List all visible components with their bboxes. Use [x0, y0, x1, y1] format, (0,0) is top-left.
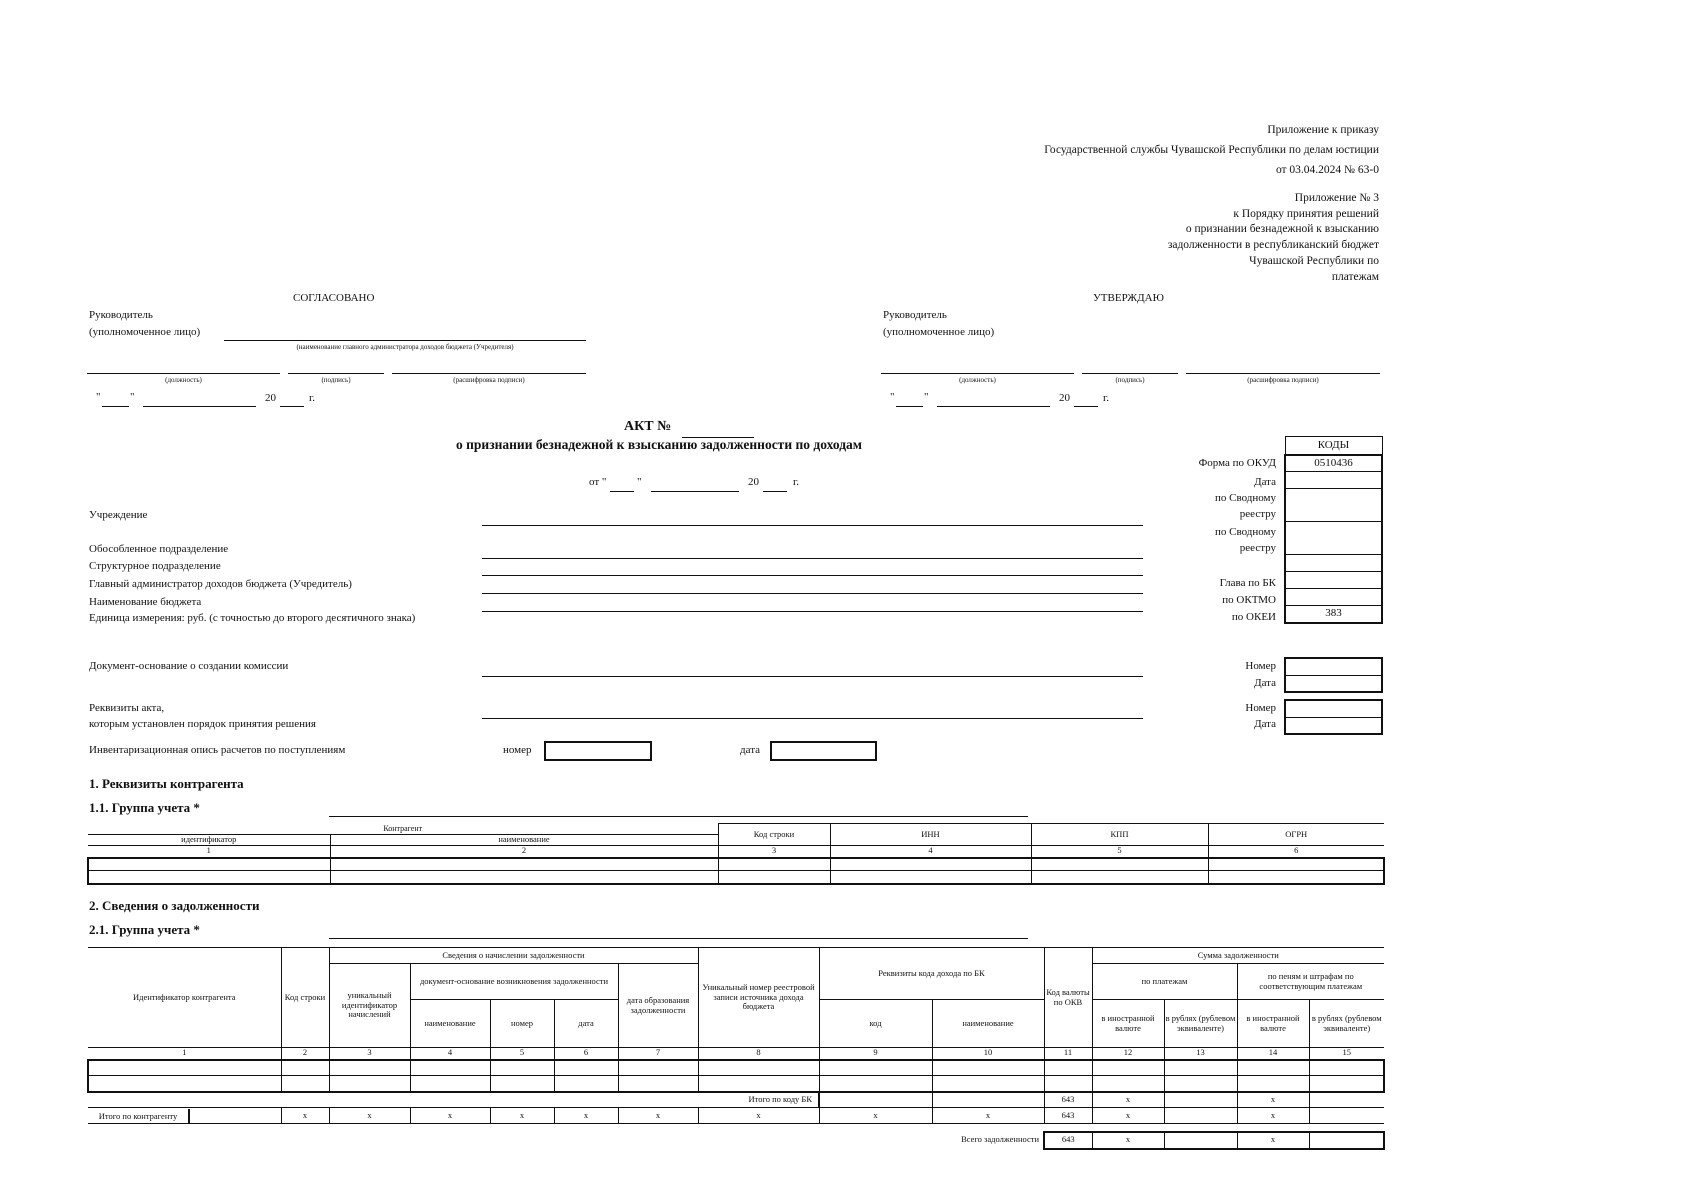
col-number: 8 [698, 1048, 819, 1060]
contractor-table [87, 823, 1385, 885]
oktmo-label: по ОКТМО [1222, 594, 1276, 606]
budget-name-label: Наименование бюджета [89, 596, 202, 608]
cell[interactable] [1164, 1092, 1237, 1108]
total-contractor-cell [88, 1108, 281, 1124]
total-all-row [88, 1132, 1384, 1149]
penalties-header: по пеням и штрафам по соответствующим платежам [1237, 964, 1384, 1000]
cell[interactable] [1044, 1060, 1092, 1076]
year-line[interactable] [763, 491, 787, 492]
day-line[interactable] [610, 491, 634, 492]
act-number-code[interactable] [1285, 700, 1382, 717]
doc-number-header: номер [490, 1000, 554, 1048]
line-code-header: Код строки [718, 824, 830, 846]
year-suffix: г. [1103, 392, 1110, 404]
code-header: Код строки [281, 948, 329, 1048]
glava-code[interactable] [1285, 572, 1382, 589]
cell[interactable] [410, 1076, 490, 1092]
cell[interactable] [1092, 1076, 1164, 1092]
inventory-label: Инвентаризационная опись расчетов по поступлениям [89, 744, 346, 756]
col-number: 9 [819, 1048, 932, 1060]
ident-header: Идентификатор контрагента [88, 948, 281, 1048]
svod-code[interactable] [1285, 489, 1382, 522]
cell[interactable] [410, 1060, 490, 1076]
svod-label: по Сводному [1214, 526, 1276, 538]
day-line[interactable] [896, 406, 923, 407]
formed-header: дата образования задолженности [618, 964, 698, 1048]
cell[interactable] [1044, 1076, 1092, 1092]
cell[interactable] [1164, 1132, 1237, 1149]
x-cell: x [1092, 1092, 1164, 1108]
doc-basis-label: Документ-основание о создании комиссии [89, 660, 289, 672]
section2-title: 2. Сведения о задолженности [89, 898, 260, 913]
col-number: 7 [618, 1048, 698, 1060]
cell[interactable] [1164, 1076, 1237, 1092]
x-cell: x [618, 1108, 698, 1124]
spacer-code[interactable] [1285, 555, 1382, 572]
payments-header: по платежам [1092, 964, 1237, 1000]
signature-caption: (подпись) [1115, 376, 1145, 384]
year-prefix: 20 [748, 476, 759, 488]
authorized-label: (уполномоченное лицо) [89, 326, 201, 338]
rub-header: в рублях (рублевом эквиваленте) [1309, 1000, 1384, 1048]
approve-title: УТВЕРЖДАЮ [1093, 292, 1164, 304]
appendix-line: задолженности в республиканский бюджет [1167, 239, 1379, 252]
act-requisites-label: Реквизиты акта, [89, 702, 165, 714]
cell[interactable] [88, 1060, 281, 1076]
institution-line[interactable] [482, 525, 1143, 526]
col-number: 5 [1031, 846, 1208, 858]
inventory-date-field[interactable] [770, 741, 877, 761]
cell[interactable] [698, 1060, 819, 1076]
cell[interactable] [88, 1076, 281, 1092]
cell[interactable] [1031, 871, 1208, 884]
col-number: 2 [330, 846, 718, 858]
col-number: 4 [830, 846, 1031, 858]
section1-title: 1. Реквизиты контрагента [89, 776, 244, 791]
x-cell: x [1092, 1108, 1164, 1124]
act-date-code[interactable] [1285, 717, 1382, 734]
day-line[interactable] [102, 406, 129, 407]
cell[interactable] [1309, 1132, 1384, 1149]
cell[interactable] [718, 871, 830, 884]
currency-cell: 643 [1044, 1092, 1092, 1108]
cell[interactable] [1164, 1108, 1237, 1124]
cell[interactable] [1237, 1076, 1309, 1092]
rub-header: в рублях (рублевом эквиваленте) [1164, 1000, 1237, 1048]
col-number: 5 [490, 1048, 554, 1060]
cell[interactable] [281, 1060, 329, 1076]
col-number: 10 [932, 1048, 1044, 1060]
group-line[interactable] [329, 816, 1028, 817]
budget-name-line[interactable] [482, 611, 1143, 612]
cell[interactable] [1208, 871, 1384, 884]
year-line[interactable] [280, 406, 304, 407]
total-contractor-label: Итого по контрагенту [88, 1109, 190, 1123]
cell[interactable] [1309, 1108, 1384, 1124]
date-label: Дата [1254, 476, 1276, 488]
svod-code-2[interactable] [1285, 522, 1382, 555]
cell[interactable] [1309, 1060, 1384, 1076]
doc-name-header: наименование [410, 1000, 490, 1048]
x-cell: x [819, 1108, 932, 1124]
col-number: 13 [1164, 1048, 1237, 1060]
cell[interactable] [330, 858, 718, 871]
appendix-line: платежам [1331, 270, 1379, 283]
cell[interactable] [830, 871, 1031, 884]
currency-cell: 643 [1044, 1108, 1092, 1124]
doc-basis-codes [1284, 657, 1383, 693]
date-code[interactable] [1285, 472, 1382, 489]
okei-label: по ОКЕИ [1231, 611, 1276, 623]
unique-header: Уникальный номер реестровой записи источника дохода бюджета [698, 948, 819, 1048]
cell[interactable] [1309, 1092, 1384, 1108]
cell[interactable] [1031, 858, 1208, 871]
appendix-line: Чувашской Республики по [1249, 254, 1379, 267]
date-from: от " [589, 476, 607, 488]
col-number: 14 [1237, 1048, 1309, 1060]
contractor-id-field[interactable] [190, 1109, 281, 1123]
institution-label: Учреждение [89, 509, 148, 521]
table-row [88, 1060, 1384, 1076]
agreed-title: СОГЛАСОВАНО [293, 292, 375, 304]
cell[interactable] [698, 1076, 819, 1092]
quote: " [130, 391, 135, 403]
cell[interactable] [330, 871, 718, 884]
number-label: Номер [1245, 702, 1276, 714]
col-number: 15 [1309, 1048, 1384, 1060]
section2-group: 2.1. Группа учета * [89, 922, 200, 937]
glava-label: Глава по БК [1219, 577, 1276, 589]
cell[interactable] [819, 1060, 932, 1076]
doc-date-header: дата [554, 1000, 618, 1048]
ogrn-header: ОГРН [1208, 824, 1384, 846]
group-line[interactable] [329, 938, 1028, 939]
okud-code[interactable]: 0510436 [1285, 455, 1382, 472]
column-numbers [88, 1048, 1384, 1060]
chief-admin-label: Главный администратор доходов бюджета (Учредитель) [89, 578, 352, 590]
doc-basis-line[interactable] [482, 676, 1143, 677]
month-line[interactable] [143, 406, 256, 407]
okei-code[interactable]: 383 [1285, 606, 1382, 623]
appendix-line: к Порядку принятия решений [1233, 207, 1379, 220]
bk-header: Реквизиты кода дохода по БК [819, 948, 1044, 1000]
year-prefix: 20 [1059, 392, 1070, 404]
cell[interactable] [490, 1076, 554, 1092]
col-number: 4 [410, 1048, 490, 1060]
cell[interactable] [932, 1076, 1044, 1092]
debt-table [87, 947, 1385, 1150]
cell[interactable] [1164, 1060, 1237, 1076]
act-subtitle: о признании безнадежной к взысканию задолженности по доходам [456, 437, 862, 452]
month-line[interactable] [937, 406, 1050, 407]
x-cell: x [698, 1108, 819, 1124]
act-requisites-label-2: которым установлен порядок принятия решения [89, 718, 316, 730]
signature-line[interactable] [1082, 373, 1178, 374]
x-cell: x [281, 1108, 329, 1124]
head-label: Руководитель [883, 309, 947, 321]
x-cell: x [329, 1108, 410, 1124]
structural-unit-line[interactable] [482, 575, 1143, 576]
decoding-caption: (расшифровка подписи) [453, 376, 525, 384]
cell[interactable] [1309, 1076, 1384, 1092]
position-caption: (должность) [959, 376, 996, 384]
foreign-header: в иностранной валюте [1092, 1000, 1164, 1048]
col-number: 12 [1092, 1048, 1164, 1060]
year-line[interactable] [1074, 406, 1098, 407]
decoding-line[interactable] [392, 373, 586, 374]
date-label: Дата [1254, 677, 1276, 689]
section1-group: 1.1. Группа учета * [89, 800, 200, 815]
cell[interactable] [830, 858, 1031, 871]
okud-label: Форма по ОКУД [1198, 457, 1276, 469]
signature-line[interactable] [288, 373, 384, 374]
month-line[interactable] [651, 491, 739, 492]
cell[interactable] [932, 1092, 1044, 1108]
col-number: 3 [718, 846, 830, 858]
foreign-header: в иностранной валюте [1237, 1000, 1309, 1048]
docbasis-header: документ-основание возникновения задолженности [410, 964, 618, 1000]
identifier-header: идентификатор [88, 835, 330, 846]
doc-date-code[interactable] [1285, 675, 1382, 692]
cell[interactable] [1092, 1060, 1164, 1076]
total-bk-row [88, 1092, 1384, 1108]
cell[interactable] [329, 1060, 410, 1076]
number-label: Номер [1245, 660, 1276, 672]
signature-caption: (подпись) [321, 376, 351, 384]
admin-name-caption: (наименование главного администратора доходов бюджета (Учредителя) [296, 343, 514, 351]
decoding-caption: (расшифровка подписи) [1247, 376, 1319, 384]
x-cell: x [1237, 1108, 1309, 1124]
inventory-number-field[interactable] [544, 741, 652, 761]
accrual-header: Сведения о начислении задолженности [329, 948, 698, 964]
col-number: 1 [88, 1048, 281, 1060]
x-cell: x [554, 1108, 618, 1124]
order-appendix [1044, 120, 1379, 180]
quote: " [96, 391, 101, 403]
col-number: 3 [329, 1048, 410, 1060]
act-title: АКТ № [624, 419, 672, 434]
inn-header: ИНН [830, 824, 1031, 846]
date-label: Дата [1254, 718, 1276, 730]
unit-label: Единица измерения: руб. (с точностью до второго десятичного знака) [89, 612, 416, 624]
act-codes [1284, 699, 1383, 735]
svod-label-2: реестру [1239, 508, 1276, 520]
cell[interactable] [554, 1076, 618, 1092]
position-caption: (должность) [165, 376, 202, 384]
col-number: 2 [281, 1048, 329, 1060]
name-header: наименование [330, 835, 718, 846]
x-cell: x [1092, 1132, 1164, 1149]
col-number: 1 [88, 846, 330, 858]
appendix-line: от 03.04.2024 № 63-0 [1275, 164, 1379, 176]
appendix-line: о признании безнадежной к взысканию [1185, 223, 1379, 236]
x-cell: x [410, 1108, 490, 1124]
col-number: 11 [1044, 1048, 1092, 1060]
cell[interactable] [554, 1060, 618, 1076]
svod-label: по Сводному [1214, 492, 1276, 504]
cell[interactable] [281, 1076, 329, 1092]
codes-table [1284, 436, 1383, 624]
year-suffix: г. [793, 476, 800, 488]
position-line[interactable] [881, 373, 1074, 374]
quote: " [924, 391, 929, 403]
table-row [88, 1076, 1384, 1092]
act-requisites-line[interactable] [482, 718, 1143, 719]
separate-unit-line[interactable] [482, 558, 1143, 559]
x-cell: x [1237, 1132, 1309, 1149]
doc-number-code[interactable] [1285, 658, 1382, 675]
admin-name-line[interactable] [224, 340, 586, 341]
kpp-header: КПП [1031, 824, 1208, 846]
uid-header: уникальный идентификатор начислений [329, 964, 410, 1048]
decoding-line[interactable] [1186, 373, 1380, 374]
table-row [88, 871, 1384, 884]
authorized-label: (уполномоченное лицо) [883, 326, 995, 338]
structural-unit-label: Структурное подразделение [89, 560, 221, 572]
cell[interactable] [819, 1076, 932, 1092]
position-line[interactable] [87, 373, 280, 374]
procedure-appendix [1168, 191, 1379, 285]
inventory-date-label: дата [740, 744, 761, 756]
cell[interactable] [618, 1076, 698, 1092]
inventory-number-label: номер [503, 744, 532, 756]
x-cell: x [490, 1108, 554, 1124]
currency-header: Код валюты по ОКВ [1044, 948, 1092, 1048]
appendix-line: Приложение № 3 [1294, 192, 1379, 204]
appendix-line: Государственной службы Чувашской Республики по делам юстиции [1044, 144, 1379, 156]
spacer [88, 1124, 1384, 1132]
cell[interactable] [490, 1060, 554, 1076]
table-row [88, 858, 1384, 871]
codes-header: КОДЫ [1285, 437, 1382, 455]
svod-label-2: реестру [1239, 542, 1276, 554]
cell[interactable] [329, 1076, 410, 1092]
quote: " [637, 476, 642, 488]
cell[interactable] [932, 1060, 1044, 1076]
sum-header: Сумма задолженности [1092, 948, 1384, 964]
contractor-header: Контрагент [88, 824, 718, 835]
cell[interactable] [88, 871, 330, 884]
col-number: 6 [554, 1048, 618, 1060]
head-label: Руководитель [89, 309, 153, 321]
chief-admin-line[interactable] [482, 593, 1143, 594]
total-bk-label: Итого по коду БК [88, 1092, 819, 1108]
col-number: 6 [1208, 846, 1384, 858]
currency-cell: 643 [1044, 1132, 1092, 1149]
cell[interactable] [618, 1060, 698, 1076]
year-prefix: 20 [265, 392, 276, 404]
cell[interactable] [1237, 1060, 1309, 1076]
bk-code-header: код [819, 1000, 932, 1048]
year-suffix: г. [309, 392, 316, 404]
x-cell: x [932, 1108, 1044, 1124]
cell[interactable] [819, 1092, 932, 1108]
bk-name-header: наименование [932, 1000, 1044, 1048]
cell[interactable] [1208, 858, 1384, 871]
total-contractor-row [88, 1108, 1384, 1124]
x-cell: x [1237, 1092, 1309, 1108]
cell[interactable] [88, 858, 330, 871]
quote: " [890, 391, 895, 403]
appendix-line: Приложение к приказу [1267, 124, 1379, 136]
separate-unit-label: Обособленное подразделение [89, 543, 229, 555]
total-all-label: Всего задолженности [961, 1134, 1039, 1145]
cell[interactable] [718, 858, 830, 871]
oktmo-code[interactable] [1285, 589, 1382, 606]
